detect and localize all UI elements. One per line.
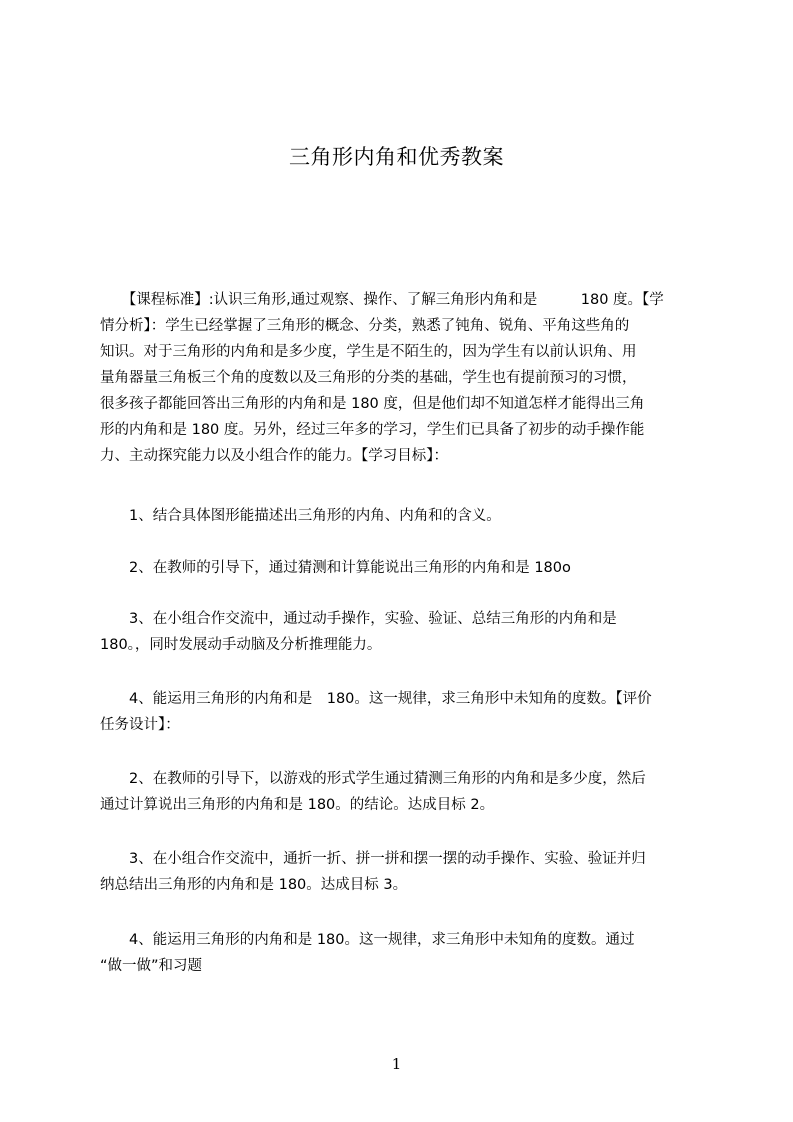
paragraph-task-4 [100, 927, 704, 979]
text-line: 纳总结出三角形的内角和是 180。达成目标 3。 [100, 877, 408, 893]
text-line: 量角器量三角板三个角的度数以及三角形的分类的基础，学生也有提前预习的习惯， [100, 370, 637, 386]
text-line: 很多孩子都能回答出三角形的内角和是 180 度，但是他们却不知道怎样才能得出三角 [100, 396, 645, 412]
text-line: 3、在小组合作交流中，通过动手操作，实验、验证、总结三角形的内角和是 [100, 611, 617, 627]
text-line: 4、能运用三角形的内角和是 180。这一规律，求三角形中未知角的度数。通过 [100, 932, 635, 948]
text-line: 3、在小组合作交流中，通折一折、拼一拼和摆一摆的动手操作、实验、验证并归 [100, 851, 646, 867]
text-line: 任务设计】： [100, 717, 180, 733]
text-line: 知识。对于三角形的内角和是多少度，学生是不陌生的，因为学生有以前认识角、用 [100, 344, 637, 360]
paragraph-goal-3 [100, 606, 704, 658]
text-line: 通过计算说出三角形的内角和是 180。的结论。达成目标 2。 [100, 797, 495, 813]
paragraph-goal-2 [100, 555, 704, 581]
text-line: 180。，同时发展动手动脑及分析推理能力。 [100, 637, 382, 653]
text-line: 情分析】：学生已经掌握了三角形的概念、分类，熟悉了钝角、锐角、平角这些角的 [100, 318, 630, 334]
text-line: 1、结合具体图形能描述出三角形的内角、内角和的含义。 [100, 508, 501, 524]
page-number: 1 [391, 1055, 402, 1073]
text-line: 形的内角和是 180 度。另外，经过三年多的学习，学生们已具备了初步的动手操作能 [100, 422, 645, 438]
paragraph-course-standard [100, 287, 704, 469]
text-line: “做一做”和习题 [100, 958, 203, 974]
text-line: 2、在教师的引导下，通过猜测和计算能说出三角形的内角和是 180o [100, 560, 571, 576]
document-title: 三角形内角和优秀教案 [289, 145, 504, 169]
paragraph-task-2 [100, 766, 704, 818]
text-line: 【课程标准】:认识三角形,通过观察、操作、了解三角形内角和是 180 度。【学 [100, 292, 664, 308]
paragraph-goal-4 [100, 686, 704, 738]
text-line: 2、在教师的引导下，以游戏的形式学生通过猜测三角形的内角和是多少度，然后 [100, 771, 646, 787]
paragraph-goal-1 [100, 503, 704, 529]
text-line: 力、主动探究能力以及小组合作的能力。【学习目标】： [100, 448, 448, 464]
paragraph-task-3 [100, 846, 704, 898]
text-line: 4、能运用三角形的内角和是 180。这一规律，求三角形中未知角的度数。【评价 [100, 691, 652, 707]
